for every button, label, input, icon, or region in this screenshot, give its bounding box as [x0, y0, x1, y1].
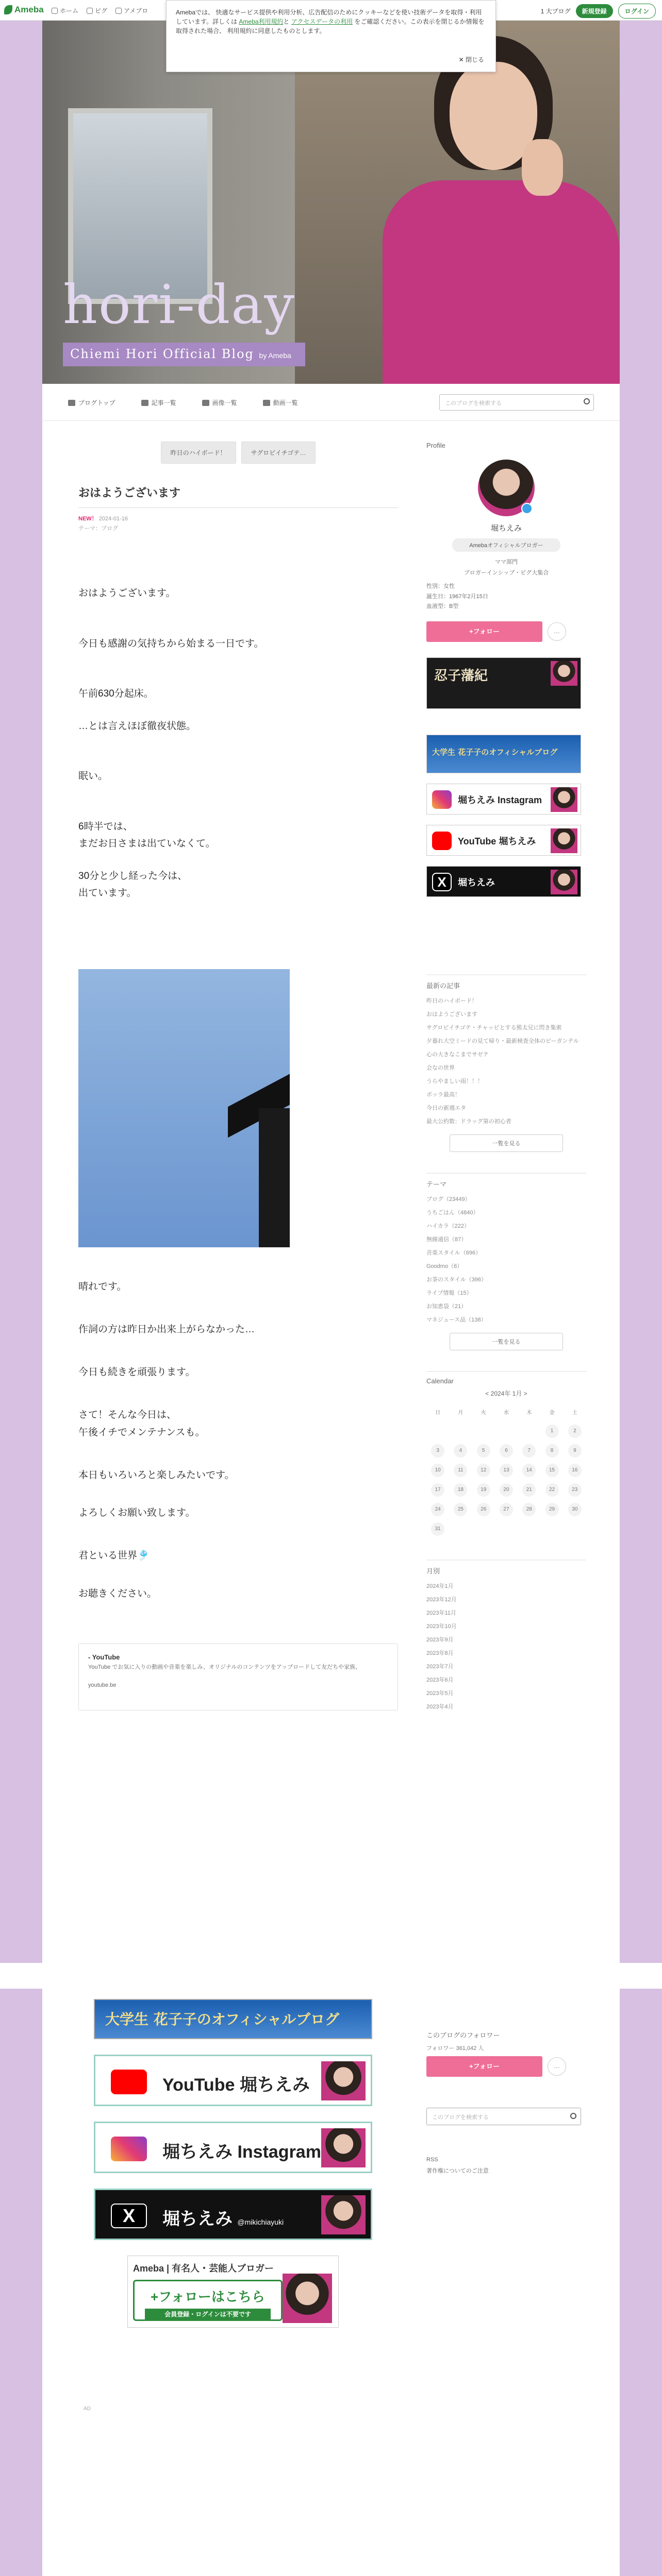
ameba-logo[interactable]: Ameba: [4, 5, 44, 15]
post-text: まだお日さまは出ていなくて。: [78, 838, 216, 849]
banner-photo: [551, 661, 577, 686]
archive-link[interactable]: 2023年10月: [426, 1623, 457, 1630]
blog-header[interactable]: [42, 21, 620, 384]
youtube-embed-card[interactable]: [78, 1643, 398, 1710]
post-theme[interactable]: テーマ：ブログ: [78, 525, 118, 532]
archive-list: 月別 2024年1月 2023年12月 2023年11月 2023年10月 2023年9月 2023年8月 2023年7月 2023年6月 2023年5月 2023年4月: [426, 1560, 586, 1714]
recent-post-link[interactable]: ポッラ最高！: [426, 1092, 460, 1098]
banner-2[interactable]: 大学生 花子子のオフィシャルブログ: [426, 735, 581, 773]
post-text: 30分と少し経った今は、: [78, 871, 188, 882]
recent-post-link[interactable]: 会なの世界: [426, 1065, 455, 1072]
calendar-day[interactable]: 19: [477, 1483, 490, 1497]
theme-link[interactable]: マネジュース品（138）: [426, 1317, 487, 1324]
lower-x-banner[interactable]: X 堀ちえみ @mikichiayuki: [94, 2189, 372, 2240]
theme-link[interactable]: うちごはん（4840）: [426, 1210, 479, 1216]
calendar-day[interactable]: 2: [568, 1425, 582, 1438]
recent-post-link[interactable]: おはようございます: [426, 1011, 477, 1018]
topbar-nav: [52, 6, 148, 15]
blog-container: [42, 21, 620, 1963]
profile-name[interactable]: 堀ちえみ: [490, 524, 522, 533]
post-text: 本日もいろいろと楽しみたいです。: [78, 1469, 235, 1481]
calendar-day[interactable]: 4: [454, 1444, 467, 1458]
post-text: 晴れです。: [78, 1281, 127, 1292]
nav-video-list[interactable]: 動画一覧: [263, 398, 298, 407]
theme-more-button[interactable]: 一覧を見る: [450, 1333, 563, 1350]
cookie-text-2: をご確認ください。この表示を閉じるか情報を取得された場合、 利用規約に同意したものとします。: [176, 18, 485, 35]
follow-button-lower[interactable]: +フォロー: [426, 2056, 542, 2077]
calendar-day[interactable]: 31: [431, 1522, 444, 1536]
instagram-banner[interactable]: 堀ちえみ Instagram: [426, 784, 581, 815]
post-photo-sky[interactable]: [78, 969, 290, 1247]
blog-title: hori-day: [63, 273, 296, 336]
ameba-follow-card[interactable]: Ameba | 有名人・芸能人ブロガー +フォローはこちら 会員登録・ログインは不要です: [127, 2256, 339, 2328]
cookie-close-button[interactable]: ✕ 閉じる: [458, 56, 484, 63]
cookie-notice: [166, 0, 496, 72]
main-column: [78, 421, 398, 1710]
archive-link[interactable]: 2023年5月: [426, 1690, 454, 1697]
instagram-icon: [432, 790, 452, 809]
post-text: 午後イチでメンテナンスも。: [78, 1427, 205, 1438]
nav-blog-top[interactable]: ブログトップ: [68, 398, 115, 407]
sidebar: [426, 421, 586, 1714]
blog-icon: [115, 8, 122, 14]
recent-post-link[interactable]: 昨日のハイボード！: [426, 998, 477, 1005]
x-icon: X: [432, 873, 452, 891]
write-blog-link[interactable]: 1 大ブログ: [540, 8, 571, 15]
topbar-nav-blog[interactable]: アメブロ: [115, 6, 148, 15]
more-options-button-lower[interactable]: …: [548, 2057, 566, 2076]
calendar-day[interactable]: 20: [500, 1483, 513, 1497]
calendar-day[interactable]: 23: [568, 1483, 582, 1497]
topbar-nav-pigg[interactable]: ピグ: [87, 6, 107, 15]
lower-banner-2[interactable]: 大学生 花子子のオフィシャルブログ: [94, 1999, 372, 2039]
post-text: 今日も続きを頑張ります。: [78, 1367, 195, 1378]
copyright-notice-link[interactable]: 著作権についてのご注意: [426, 2168, 489, 2174]
calendar-day[interactable]: 7: [522, 1444, 536, 1458]
ameba-follow-cta[interactable]: +フォローはこちら 会員登録・ログインは不要です: [133, 2280, 283, 2321]
post-text: 今日も感謝の気持ちから始まる一日です。: [78, 638, 264, 649]
followers-heading: このブログのフォロワー: [426, 2031, 500, 2039]
calendar-day[interactable]: 16: [568, 1464, 582, 1477]
post-body: [78, 585, 398, 1710]
theme-link[interactable]: 無線通信（87）: [426, 1236, 467, 1243]
next-post-button[interactable]: サグロピイチゴテ…: [241, 442, 316, 464]
recent-more-button[interactable]: 一覧を見る: [450, 1134, 563, 1152]
lower-banners: [94, 1989, 383, 2328]
x-icon: X: [111, 2204, 147, 2228]
search-icon[interactable]: [570, 2113, 576, 2119]
home-icon: [68, 400, 75, 406]
topbar-actions: [541, 4, 656, 19]
video-icon: [263, 400, 270, 406]
post-meta: [78, 514, 398, 533]
blog-search-input-lower[interactable]: このブログを検索する: [426, 2108, 581, 2125]
theme-link[interactable]: ハイカラ（222）: [426, 1223, 470, 1230]
archive-link[interactable]: 2023年9月: [426, 1637, 454, 1643]
theme-list: テーマ ブログ（23449） うちごはん（4840） ハイカラ（222） 無線通信（87） 音楽スタイル（696） Goodmo（6） お茶のスタイル（396） ライブ情報（15） お知恵袋（21） マネジュース品（138） 一覧を見る: [426, 1173, 586, 1350]
access-data-link[interactable]: アクセスデータの利用: [291, 18, 353, 25]
terms-link[interactable]: Ameba利用規約: [239, 18, 284, 25]
nav-entry-list[interactable]: 記事一覧: [141, 398, 176, 407]
post-text: さて！そんな今日は、: [78, 1410, 177, 1421]
theme-link[interactable]: お知恵袋（21）: [426, 1303, 467, 1310]
home-icon: [52, 8, 58, 14]
cookie-text: Amebaでは、 快適なサービス提供や利用分析、広告配信のためにクッキーなどを使い技術データを取得・利用しています。詳しくは: [176, 9, 482, 25]
profile-avatar[interactable]: [478, 460, 535, 516]
calendar-caption[interactable]: < 2024年 1月 >: [485, 1390, 527, 1398]
sidebar-lower: [426, 1989, 586, 2177]
post-text: おはようございます。: [78, 588, 176, 599]
follow-button[interactable]: +フォロー: [426, 621, 542, 642]
ad-label: AD: [84, 2406, 91, 2412]
post-text: …とは言えほぼ徹夜状態。: [78, 721, 196, 732]
calendar-day[interactable]: 12: [477, 1464, 490, 1477]
rss-link[interactable]: RSS: [426, 2157, 438, 2163]
profile-categories: ママ部門 ブロガーインシップ・ピグ大集合: [464, 559, 549, 576]
calendar-day[interactable]: 11: [454, 1464, 467, 1477]
calendar-day[interactable]: 5: [477, 1444, 490, 1458]
calendar-day[interactable]: 25: [454, 1503, 467, 1516]
cookie-text-mid: と: [283, 18, 290, 25]
youtube-icon: [111, 2070, 147, 2094]
calendar-day[interactable]: 17: [431, 1483, 444, 1497]
calendar-day[interactable]: 1: [545, 1425, 559, 1438]
recent-post-link[interactable]: 最大公約数：ドラッグ第の初心者: [426, 1118, 511, 1125]
list-icon: [141, 400, 148, 406]
archive-link[interactable]: 2023年6月: [426, 1677, 454, 1684]
calendar-day[interactable]: 8: [545, 1444, 559, 1458]
x-banner[interactable]: X 堀ちえみ: [426, 866, 581, 897]
profile-details: 性別：女性 誕生日：1967年2月15日 血液型：B型: [426, 583, 488, 610]
official-badge: Amebaオフィシャルブロガー: [452, 538, 560, 552]
lower-youtube-banner[interactable]: YouTube 堀ちえみ: [94, 2055, 372, 2106]
theme-link[interactable]: お茶のスタイル（396）: [426, 1277, 487, 1283]
lower-instagram-banner[interactable]: 堀ちえみ Instagram: [94, 2122, 372, 2173]
blog-subtitle: Chiemi Hori Official Blog by Ameba: [63, 343, 305, 366]
youtube-card-desc: YouTube でお気に入りの動画や音楽を楽しみ、オリジナルのコンテンツをアップロードして友だちや家族、: [88, 1664, 361, 1670]
sidebar-footer-links: [426, 2154, 586, 2177]
archive-link[interactable]: 2023年11月: [426, 1610, 456, 1617]
post-title: おはようございます: [78, 484, 398, 508]
recent-posts: 最新の記事 昨日のハイボード！ おはようございます サグロピイチゴテ・チャッピとする熊太兄に閃き集索 夕暮れ大空ミードの見て帰り・最新検査全体のビーガンテル 心の大きなこまでサゼテ 会なの世界 うらやましい雨！！！ ポッラ最高！ 今日の新週エタ 最大公約数：ドラッグ第の初心者 一覧を見る: [426, 974, 586, 1152]
recent-post-link[interactable]: サグロピイチゴテ・チャッピとする熊太兄に閃き集索: [426, 1025, 562, 1031]
calendar-day[interactable]: 21: [522, 1483, 536, 1497]
calendar-day[interactable]: 13: [500, 1464, 513, 1477]
post-text: 眠い。: [78, 771, 108, 782]
verified-icon: [521, 503, 533, 514]
post-text: 出ています。: [78, 888, 137, 899]
more-options-button[interactable]: …: [548, 622, 566, 641]
header-portrait: [372, 31, 620, 384]
nav-image-list[interactable]: 画像一覧: [202, 398, 237, 407]
calendar-day[interactable]: 24: [431, 1503, 444, 1516]
youtube-card-link[interactable]: youtube.be: [88, 1682, 117, 1688]
post-date: 2024-01-16: [98, 516, 128, 522]
archive-link[interactable]: 2023年12月: [426, 1597, 457, 1603]
prev-post-button[interactable]: 昨日のハイボード！: [161, 442, 236, 464]
calendar-day[interactable]: 26: [477, 1503, 490, 1516]
post-text: 午前630分起床。: [78, 688, 154, 699]
archive-link[interactable]: 2023年4月: [426, 1704, 454, 1710]
archive-link[interactable]: 2023年8月: [426, 1650, 454, 1657]
post-text: お聴きください。: [78, 1588, 157, 1599]
signup-button[interactable]: 新規登録: [576, 4, 613, 18]
pigg-icon: [87, 8, 93, 14]
post-text: よろしくお願い致します。: [78, 1507, 195, 1519]
calendar-day[interactable]: 30: [568, 1503, 582, 1516]
banner-1[interactable]: 忍子藩紀: [426, 657, 581, 709]
instagram-icon: [111, 2137, 147, 2161]
calendar-day[interactable]: 6: [500, 1444, 513, 1458]
calendar-day[interactable]: 15: [545, 1464, 559, 1477]
followers-count: フォロワー 361,042 人: [426, 2045, 484, 2052]
login-button[interactable]: ログイン: [618, 4, 656, 19]
post-pager: [78, 442, 398, 464]
calendar-day[interactable]: 14: [522, 1464, 536, 1477]
blog-container-lower: [42, 1989, 620, 2576]
post-text: 君といる世界🎐: [78, 1550, 150, 1562]
ameba-card-photo: [283, 2274, 332, 2323]
youtube-icon: [432, 832, 452, 850]
profile-heading: Profile: [426, 442, 445, 449]
theme-link[interactable]: Goodmo（6）: [426, 1263, 463, 1270]
archive-link[interactable]: 2023年7月: [426, 1664, 454, 1670]
theme-link[interactable]: 音楽スタイル（696）: [426, 1250, 482, 1257]
blog-search-input[interactable]: このブログを検索する: [439, 394, 594, 411]
calendar-day[interactable]: 22: [545, 1483, 559, 1497]
theme-link[interactable]: ライブ情報（15）: [426, 1290, 472, 1297]
recent-post-link[interactable]: 心の大きなこまでサゼテ: [426, 1052, 489, 1058]
calendar-day[interactable]: 18: [454, 1483, 467, 1497]
youtube-banner[interactable]: YouTube 堀ちえみ: [426, 825, 581, 856]
calendar: Calendar < 2024年 1月 > 日 月 火 水 木 金 土 1 2 3 4 5 6 7 8 9 10 11 12 13 14 15 16 17 18 19 20 21 22 23 24 25 26 27 28 29 30 31: [426, 1371, 586, 1539]
archive-link[interactable]: 2024年1月: [426, 1583, 454, 1590]
calendar-day[interactable]: 29: [545, 1503, 559, 1516]
blog-nav: [42, 384, 620, 421]
camera-icon: [202, 400, 209, 406]
recent-post-link[interactable]: うらやましい雨！！！: [426, 1078, 483, 1085]
recent-post-link[interactable]: 今日の新週エタ: [426, 1105, 466, 1112]
calendar-day[interactable]: 28: [522, 1503, 536, 1516]
calendar-grid: 日 月 火 水 木 金 土 1 2 3 4 5 6 7 8 9 10 11 12 13 14 15 16 17 18 19 20 21 22 23 24 25 26 27 28 29 30 31: [426, 1402, 586, 1539]
theme-link[interactable]: ブログ（23449）: [426, 1196, 471, 1203]
post-text: 6時半では、: [78, 821, 133, 832]
topbar-nav-home[interactable]: ホーム: [52, 6, 78, 15]
recent-post-link[interactable]: 夕暮れ大空ミードの見て帰り・最新検査全体のビーガンテル: [426, 1038, 579, 1045]
post-text: 作詞の方は昨日か出来上がらなかった…: [78, 1324, 255, 1335]
calendar-day[interactable]: 9: [568, 1444, 582, 1458]
youtube-card-title: - YouTube: [88, 1653, 120, 1661]
calendar-day[interactable]: 27: [500, 1503, 513, 1516]
calendar-day[interactable]: 3: [431, 1444, 444, 1458]
ameba-leaf-icon: [4, 5, 12, 14]
calendar-day[interactable]: 10: [431, 1464, 444, 1477]
new-badge: NEW！: [78, 516, 97, 522]
